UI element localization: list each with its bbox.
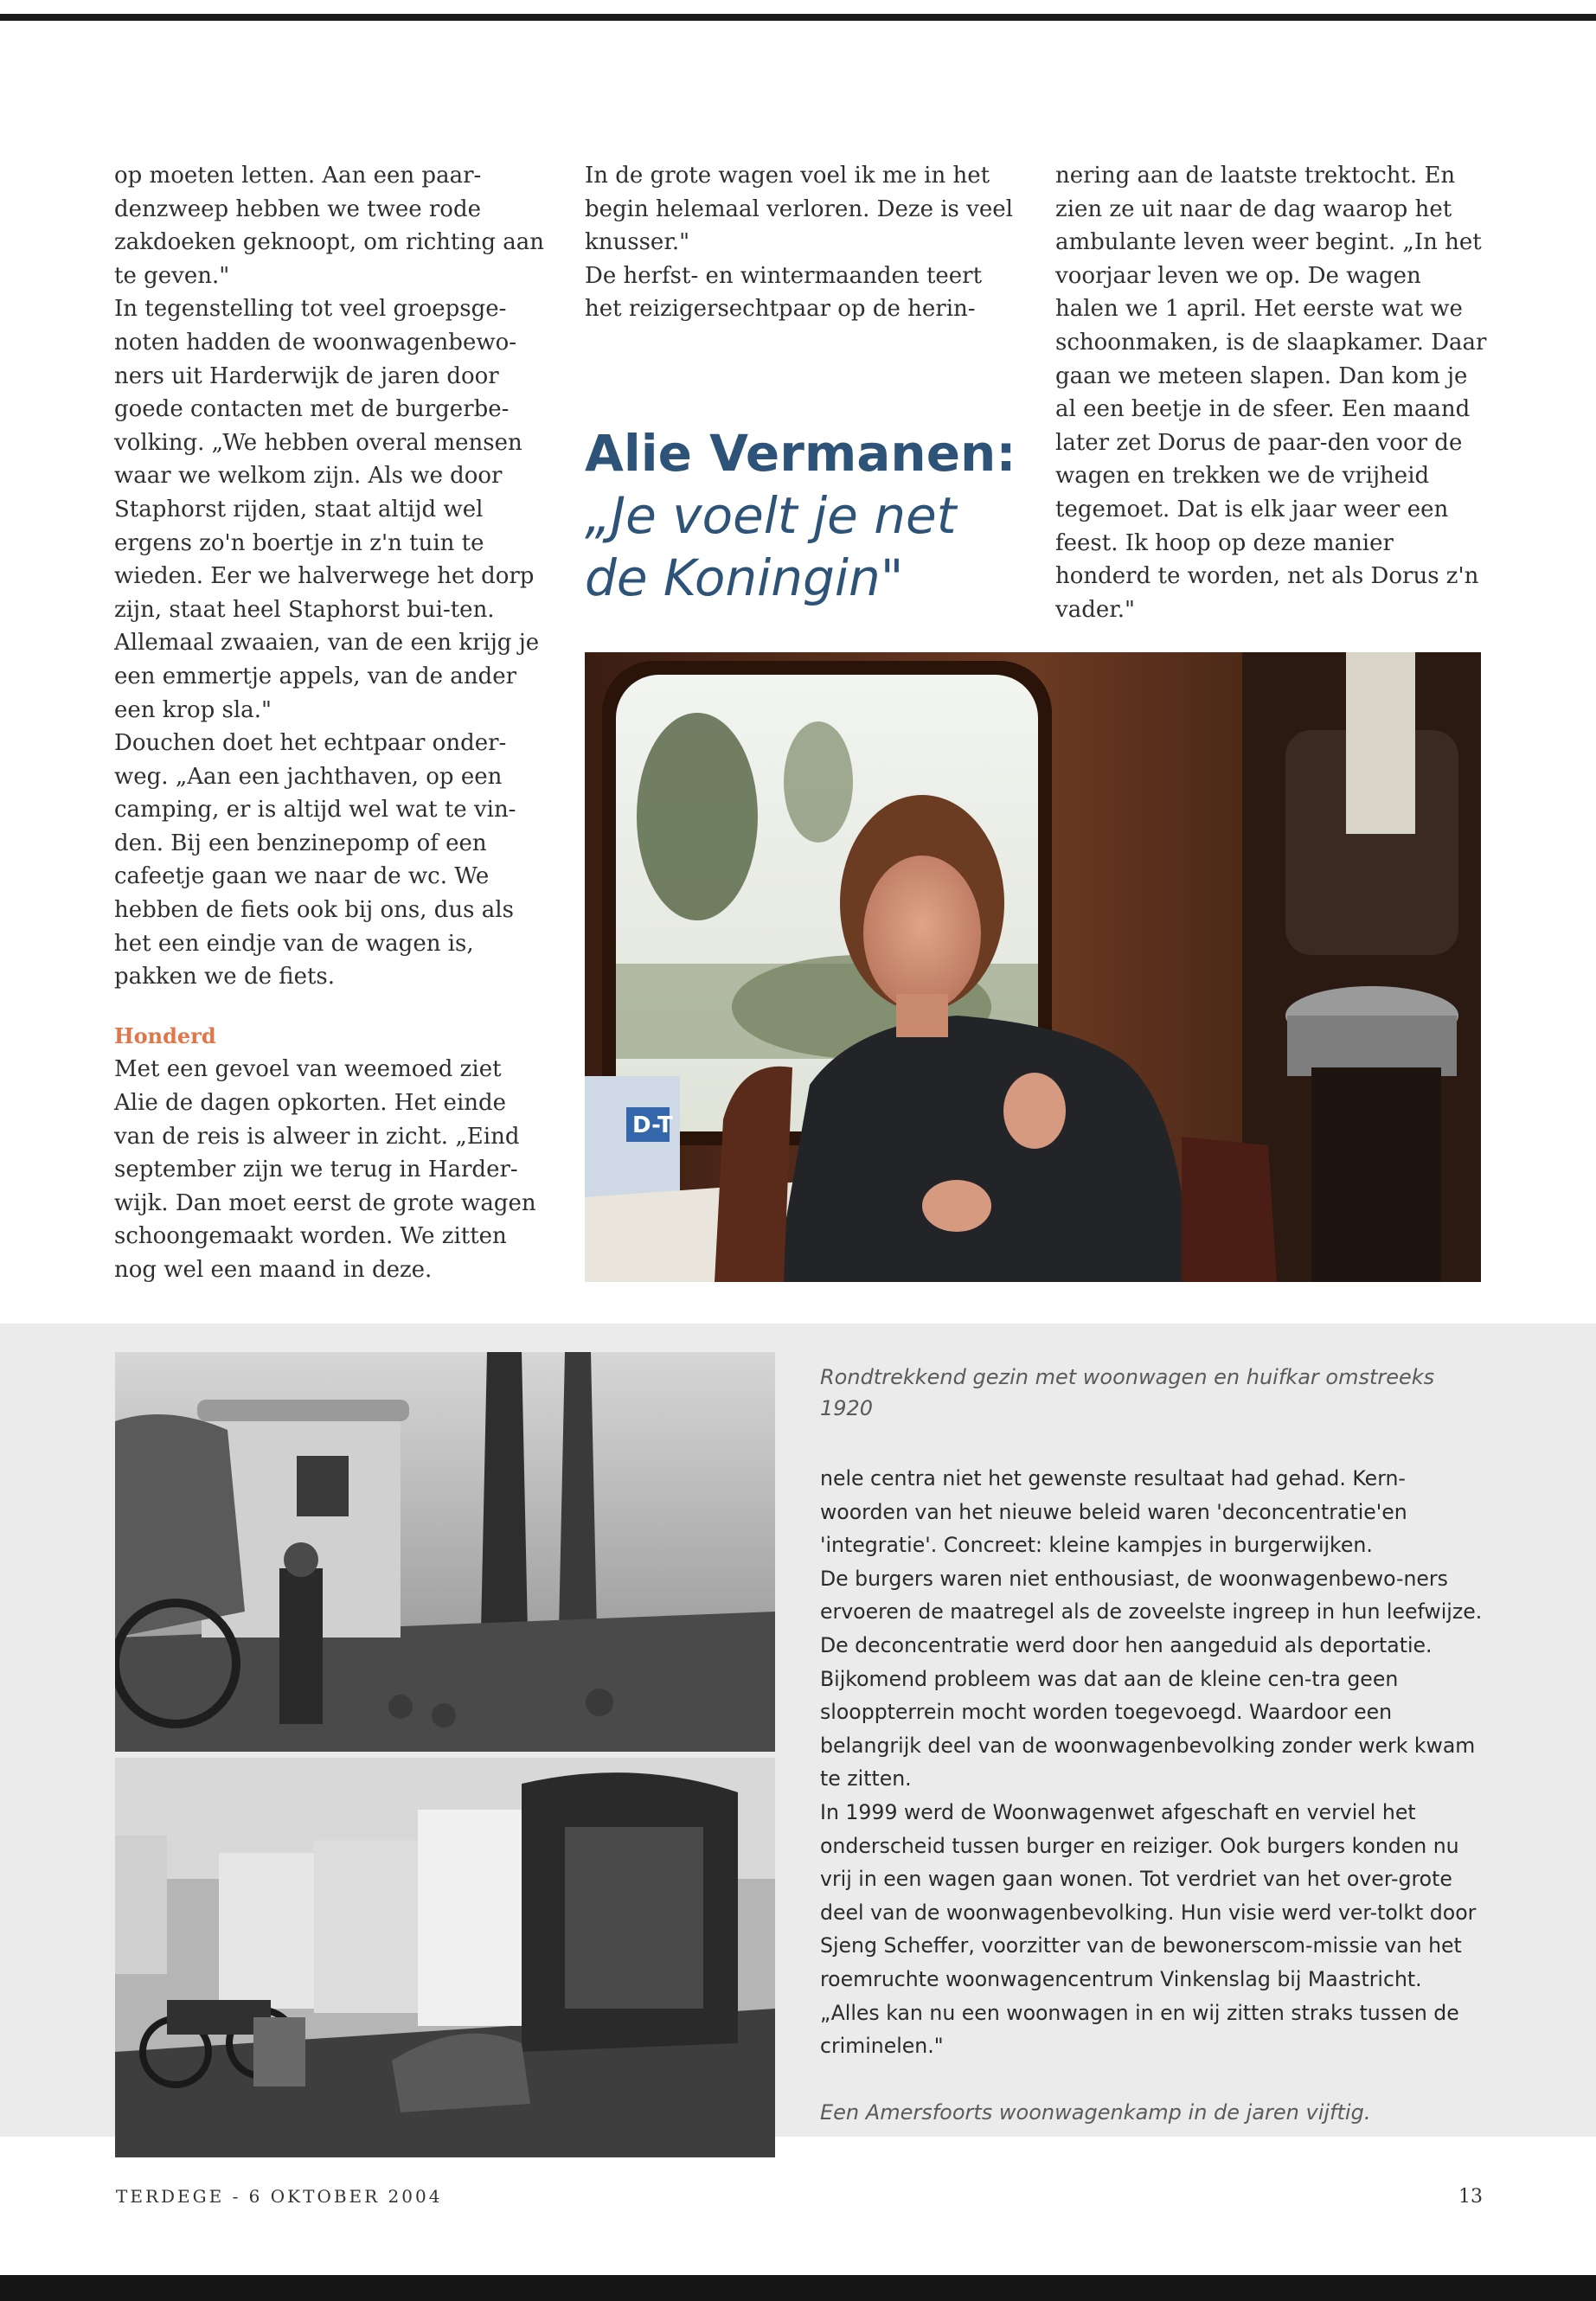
sidebar-text: [820, 1462, 1486, 2063]
paragraph: op moeten letten. Aan een paar-denzweep hebben we twee rode zakdoeken geknoopt, om richting aan te geven.": [114, 163, 545, 289]
article-column-1: [114, 159, 547, 1287]
footer-publication: TERDEGE - 6 OKTOBER 2004: [116, 2186, 443, 2207]
interview-photo: [585, 652, 1481, 1282]
historic-photo-1920: [115, 1352, 775, 1752]
photo-caption-top: Rondtrekkend gezin met woonwagen en huifkar omstreeks 1920: [820, 1365, 1435, 1420]
historic-photo-fifties-camp: [115, 1758, 775, 2157]
paragraph: Met een gevoel van weemoed ziet Alie de dagen opkorten. Het einde van de reis is alweer in zicht. „Eind september zijn we terug in Harder-wijk. Dan moet eerst de grote wagen schoongemaakt worden. We zitten nog wel een maand in deze.: [114, 1056, 536, 1283]
historic-photo-fifties-camp-illustration: [115, 1758, 775, 2157]
paragraph: De burgers waren niet enthousiast, de woonwagenbewo-ners ervoeren de maatregel als de zoveelste ingreep in hun leefwijze. De deconcentratie werd door hen aangeduid als deportatie. Bijkomend probleem was dat aan de kleine cen-tra geen slooppterrein mocht worden toegevoegd. Waardoor een belangrijk deel van de woonwagenbevolking zonder werk kwam te zitten.: [820, 1566, 1483, 1791]
paragraph: nering aan de laatste trektocht. En zien ze uit naar de dag waarop het ambulante leven weer begint. „In het voorjaar leven we op. De wagen halen we 1 april. Het eerste wat we schoonmaken, is de slaapkamer. Daar gaan we meteen slapen. Dan kom je al een beetje in de sfeer. Een maand later zet Dorus de paar-den voor de wagen en trekken we de vrijheid tegemoet. Dat is elk jaar weer een feest. Ik hoop op deze manier honderd te worden, net als Dorus z'n vader.": [1055, 163, 1487, 623]
paragraph: Douchen doet het echtpaar onder-weg. „Aan een jachthaven, op een camping, er is altijd wel wat te vin-den. Bij een benzinepomp of een cafeetje gaan we naar de wc. We hebben de fiets ook bij ons, dus als het een eindje van de wagen is, pakken we de fiets.: [114, 730, 516, 990]
pull-quote: [585, 422, 1035, 609]
pull-quote-name: Alie Vermanen:: [585, 424, 1016, 483]
page-number: 13: [1458, 2186, 1483, 2208]
paragraph: In tegenstelling tot veel groepsge-noten hadden de woonwagenbewo-ners uit Harderwijk de jaren door goede contacten met de burgerbe-volking. „We hebben overal mensen waar we welkom zijn. Als we door Staphorst rijden, staat altijd wel ergens zo'n boertje in z'n tuin te wieden. Eer we halverwege het dorp zijn, staat heel Staphorst bui-ten. Allemaal zwaaien, van de een krijg je een emmertje appels, van de ander een krop sla.": [114, 296, 540, 723]
pull-quote-text: „Je voelt je net de Koningin": [585, 486, 957, 607]
subheading: Honderd: [114, 1022, 216, 1048]
article-column-2: [585, 159, 1017, 326]
bottom-rule: [0, 2275, 1596, 2301]
photo-caption-bottom: Een Amersfoorts woonwagenkamp in de jaren vijftig.: [820, 2100, 1371, 2125]
paragraph: In 1999 werd de Woonwagenwet afgeschaft en verviel het onderscheid tussen burger en reiziger. Ook burgers konden nu vrij in een wagen gaan wonen. Tot verdriet van het over-grote deel van de woonwagenbevolking. Hun visie werd ver-tolkt door Sjeng Scheffer, voorzitter van de bewonerscom-missie van het roemruchte woonwagencentrum Vinkenslag bij Maastricht. „Alles kan nu een woonwagen in en wij zitten straks tussen de criminelen.": [820, 1799, 1477, 2059]
paragraph: De herfst- en wintermaanden teert het reizigersechtpaar op de herin-: [585, 262, 983, 323]
top-rule: [0, 14, 1596, 21]
paragraph: nele centra niet het gewenste resultaat had gehad. Kern-woorden van het nieuwe beleid waren 'deconcentratie'en 'integratie'. Concreet: kleine kampjes in burgerwijken.: [820, 1466, 1407, 1558]
interview-photo-illustration: [585, 652, 1481, 1282]
paragraph: In de grote wagen voel ik me in het begin helemaal verloren. Deze is veel knusser.": [585, 163, 1013, 256]
carton-label: D-T: [632, 1112, 673, 1138]
historic-photo-1920-illustration: [115, 1352, 775, 1752]
article-column-3: [1055, 159, 1488, 626]
